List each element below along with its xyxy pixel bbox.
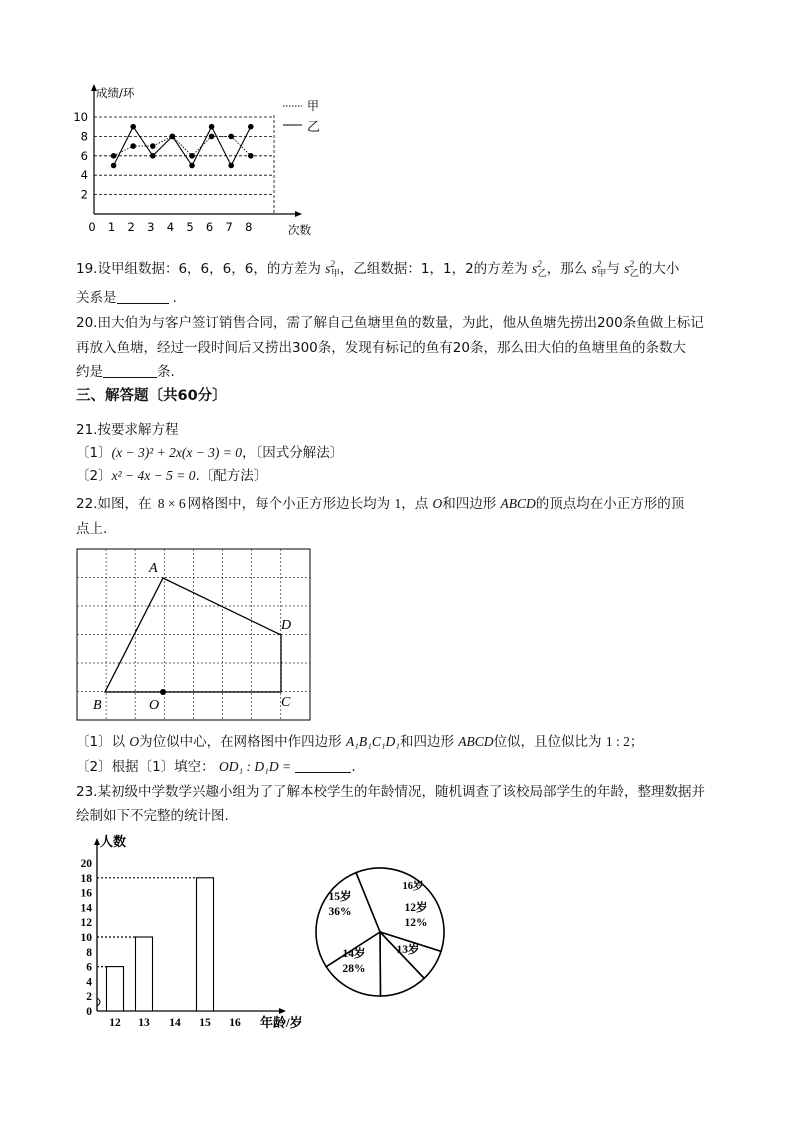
variance-yi-subscript-2: 乙 bbox=[629, 268, 639, 278]
grid-figure bbox=[76, 548, 312, 722]
q22-one: 1 bbox=[394, 496, 402, 511]
q22-p1-quad-abcd: ABCD bbox=[458, 734, 494, 749]
section3-title: 三、解答题〔共60分〕 bbox=[76, 388, 227, 404]
bar-y-tick-12: 12 bbox=[80, 917, 92, 930]
q22-p1-center: O bbox=[129, 734, 140, 749]
q22-l1-b: 网格图中，每个小正方形边长均为 bbox=[187, 496, 391, 512]
x-tick-6: 6 bbox=[205, 220, 214, 234]
pie-label-14岁: 14岁 bbox=[342, 948, 366, 960]
q22-l1-c: ，点 bbox=[401, 496, 429, 512]
q19-tail: 的大小 bbox=[638, 261, 680, 277]
bar-15 bbox=[197, 878, 214, 1011]
point-乙-4 bbox=[170, 134, 176, 140]
score-line-chart bbox=[70, 82, 340, 240]
q19-and: 与 bbox=[606, 261, 620, 277]
q20-line2: 再放入鱼塘，经过一段时间后又捞出300条，发现有标记的鱼有20条，那么田大伯的鱼塘里鱼的条数大 bbox=[76, 340, 686, 356]
q22-quad: ABCD bbox=[500, 496, 536, 511]
variance-jia-subscript-2: 甲 bbox=[597, 268, 607, 278]
q21-p1-equation: (x − 3)² + 2x(x − 3) = 0 bbox=[111, 445, 243, 460]
label-b: B bbox=[93, 698, 102, 713]
x-axis-label: 次数 bbox=[288, 223, 311, 237]
point-乙-2 bbox=[130, 124, 136, 130]
q21-p1-method: ，〔因式分解法〕 bbox=[242, 445, 344, 461]
q21-p2-equation: x² − 4x − 5 = 0 bbox=[111, 468, 196, 483]
q21-p1-label: 〔1〕 bbox=[76, 445, 112, 461]
q22-l1-a: 22.如图，在 bbox=[76, 496, 152, 512]
grid-lines bbox=[77, 549, 310, 720]
q22-p1-b: 为位似中心，在网格图中作四边形 bbox=[139, 734, 342, 750]
gridlines bbox=[94, 117, 274, 195]
q21-p2-method: .〔配方法〕 bbox=[195, 468, 268, 484]
q22-p2-expr: OD₁ : D₁D = bbox=[218, 759, 292, 774]
point-甲-6 bbox=[209, 134, 215, 140]
point-甲-7 bbox=[228, 134, 234, 140]
q19-line2 bbox=[76, 288, 177, 308]
legend-yi-label: 乙 bbox=[307, 120, 321, 135]
q22-p1-ratio: 1 : 2 bbox=[605, 734, 630, 749]
label-c: C bbox=[281, 695, 291, 710]
x-tick-5: 5 bbox=[186, 220, 194, 234]
y-tick-8: 8 bbox=[80, 129, 88, 144]
bar-y-tick-2: 2 bbox=[86, 991, 92, 1004]
q19-then: ，那么 bbox=[546, 261, 588, 277]
variance-yi-symbol: $s^2_乙$ bbox=[531, 259, 547, 278]
q19-line2-prefix: 关系是 bbox=[76, 290, 117, 306]
point-甲-1 bbox=[111, 153, 117, 159]
label-d: D bbox=[281, 618, 292, 633]
age-bar-chart bbox=[72, 830, 312, 1030]
q22-p2-end: . bbox=[351, 759, 356, 775]
q20-line3 bbox=[76, 362, 175, 382]
y-tick-10: 10 bbox=[73, 110, 88, 124]
q20-line1: 20.田大伯为与客户签订销售合同，需了解自己鱼塘里鱼的数量，为此，他从鱼塘先捞出200条鱼做上标记 bbox=[76, 315, 704, 331]
x-tick-7: 7 bbox=[225, 220, 233, 234]
q22-part2 bbox=[76, 757, 356, 777]
q22-part1 bbox=[76, 732, 643, 752]
bar-y-axis-label: 人数 bbox=[100, 834, 127, 849]
bar-y-tick-4: 4 bbox=[86, 976, 92, 989]
bar-x-tick-13: 13 bbox=[138, 1017, 150, 1029]
variance-jia-symbol-2: $s^2_甲$ bbox=[591, 259, 607, 278]
pie-label-15岁: 15岁 bbox=[328, 891, 352, 903]
q22-p1-a: 〔1〕以 bbox=[76, 734, 126, 750]
x-tick-8: 8 bbox=[245, 220, 253, 234]
point-甲-2 bbox=[130, 143, 136, 149]
q21-part1 bbox=[76, 443, 343, 463]
bar-y-tick-8: 8 bbox=[86, 946, 92, 959]
q20-answer-blank[interactable] bbox=[103, 365, 157, 378]
q19-line1 bbox=[76, 254, 679, 283]
q22-p2-a: 〔2〕根据〔1〕填空： bbox=[76, 759, 215, 775]
q21-part2 bbox=[76, 466, 267, 486]
variance-yi-symbol-2: $s^2_乙$ bbox=[624, 259, 639, 278]
bar-x-axis-arrow bbox=[279, 1008, 286, 1014]
point-乙-7 bbox=[228, 163, 234, 169]
quadrilateral-abcd bbox=[105, 578, 281, 692]
variance-jia-subscript: 甲 bbox=[330, 268, 340, 278]
point-甲-3 bbox=[150, 143, 156, 149]
bar-y-tick-0: 0 bbox=[86, 1006, 92, 1018]
bar-12 bbox=[107, 967, 124, 1011]
q22-grid-size: 8 × 6 bbox=[157, 496, 186, 511]
bar-y-tick-6: 6 bbox=[86, 961, 92, 974]
q23-line1: 23.某初级中学数学兴趣小组为了了解本校学生的年龄情况，随机调查了该校局部学生的年龄，整理数据并 bbox=[76, 784, 705, 800]
point-乙-1 bbox=[111, 163, 117, 169]
q23-line2: 绘制如下不完整的统计图. bbox=[76, 808, 229, 824]
point-乙-6 bbox=[209, 124, 215, 130]
q22-l1-e: 的顶点均在小正方形的顶 bbox=[535, 496, 685, 512]
age-pie-chart bbox=[310, 862, 450, 1002]
q19-mid: ，乙组数据：1，1，2的方差为 bbox=[339, 261, 528, 277]
q22-p1-quad: A₁B₁C₁D₁ bbox=[345, 734, 400, 749]
q22-p1-d: 位似，且位似比为 bbox=[493, 734, 602, 750]
point-乙-5 bbox=[189, 163, 195, 169]
label-a: A bbox=[149, 561, 158, 576]
q22-line2: 点上. bbox=[76, 521, 108, 537]
bar-y-tick-14: 14 bbox=[80, 902, 92, 915]
legend-jia-label: 甲 bbox=[307, 99, 320, 113]
variance-jia-symbol: $s^2_甲$ bbox=[325, 259, 340, 278]
x-tick-2: 2 bbox=[127, 220, 135, 234]
pie-percent-14岁: 28% bbox=[342, 963, 366, 975]
x-tick-1: 1 bbox=[107, 220, 116, 234]
y-tick-2: 2 bbox=[80, 187, 88, 202]
y-axis-label: 成绩/环 bbox=[96, 86, 135, 100]
q20-line3-prefix: 约是 bbox=[76, 364, 103, 380]
q19-answer-blank[interactable] bbox=[117, 291, 169, 304]
q22-line1 bbox=[76, 494, 684, 514]
y-tick-4: 4 bbox=[80, 168, 88, 183]
x-tick-4: 4 bbox=[166, 220, 175, 234]
label-o: O bbox=[149, 698, 160, 713]
bar-y-tick-10: 10 bbox=[80, 932, 92, 944]
bar-x-tick-12: 12 bbox=[109, 1017, 121, 1029]
q20-line3-suffix: 条. bbox=[157, 364, 175, 380]
variance-yi-subscript: 乙 bbox=[537, 268, 547, 278]
point-乙-3 bbox=[150, 153, 156, 159]
q21-p2-label: 〔2〕 bbox=[76, 468, 112, 484]
bar-x-tick-15: 15 bbox=[199, 1017, 211, 1029]
bar-x-axis-label: 年龄/岁 bbox=[260, 1015, 303, 1030]
pie-percent-12岁: 12% bbox=[404, 917, 428, 929]
pie-label-13岁: 13岁 bbox=[396, 944, 420, 956]
pie-label-16岁: 16岁 bbox=[402, 881, 424, 892]
q22-p1-c: 和四边形 bbox=[399, 734, 454, 750]
x-tick-3: 3 bbox=[147, 220, 155, 234]
bar-y-tick-16: 16 bbox=[80, 887, 92, 900]
bar-13 bbox=[136, 937, 153, 1011]
point-乙-8 bbox=[248, 124, 254, 130]
pie-percent-15岁: 36% bbox=[328, 906, 352, 918]
x-axis-arrow bbox=[295, 211, 302, 217]
x-tick-0: 0 bbox=[88, 220, 96, 234]
q22-point-o: O bbox=[432, 496, 443, 511]
point-o-dot bbox=[160, 689, 166, 695]
bar-y-tick-20: 20 bbox=[80, 858, 92, 870]
q22-answer-blank[interactable] bbox=[295, 760, 351, 773]
q21-title: 21.按要求解方程 bbox=[76, 422, 179, 438]
bar-y-tick-18: 18 bbox=[80, 872, 92, 885]
q19-prefix: 19.设甲组数据：6，6，6，6，的方差为 bbox=[76, 261, 321, 277]
q19-line2-end: . bbox=[172, 290, 177, 306]
q22-l1-d: 和四边形 bbox=[442, 496, 497, 512]
y-tick-6: 6 bbox=[80, 148, 88, 163]
pie-label-12岁: 12岁 bbox=[404, 902, 428, 914]
q22-p1-end: ； bbox=[629, 734, 644, 750]
bar-x-tick-14: 14 bbox=[169, 1017, 181, 1029]
bar-x-tick-16: 16 bbox=[229, 1017, 241, 1029]
point-甲-8 bbox=[248, 153, 254, 159]
point-甲-5 bbox=[189, 153, 195, 159]
